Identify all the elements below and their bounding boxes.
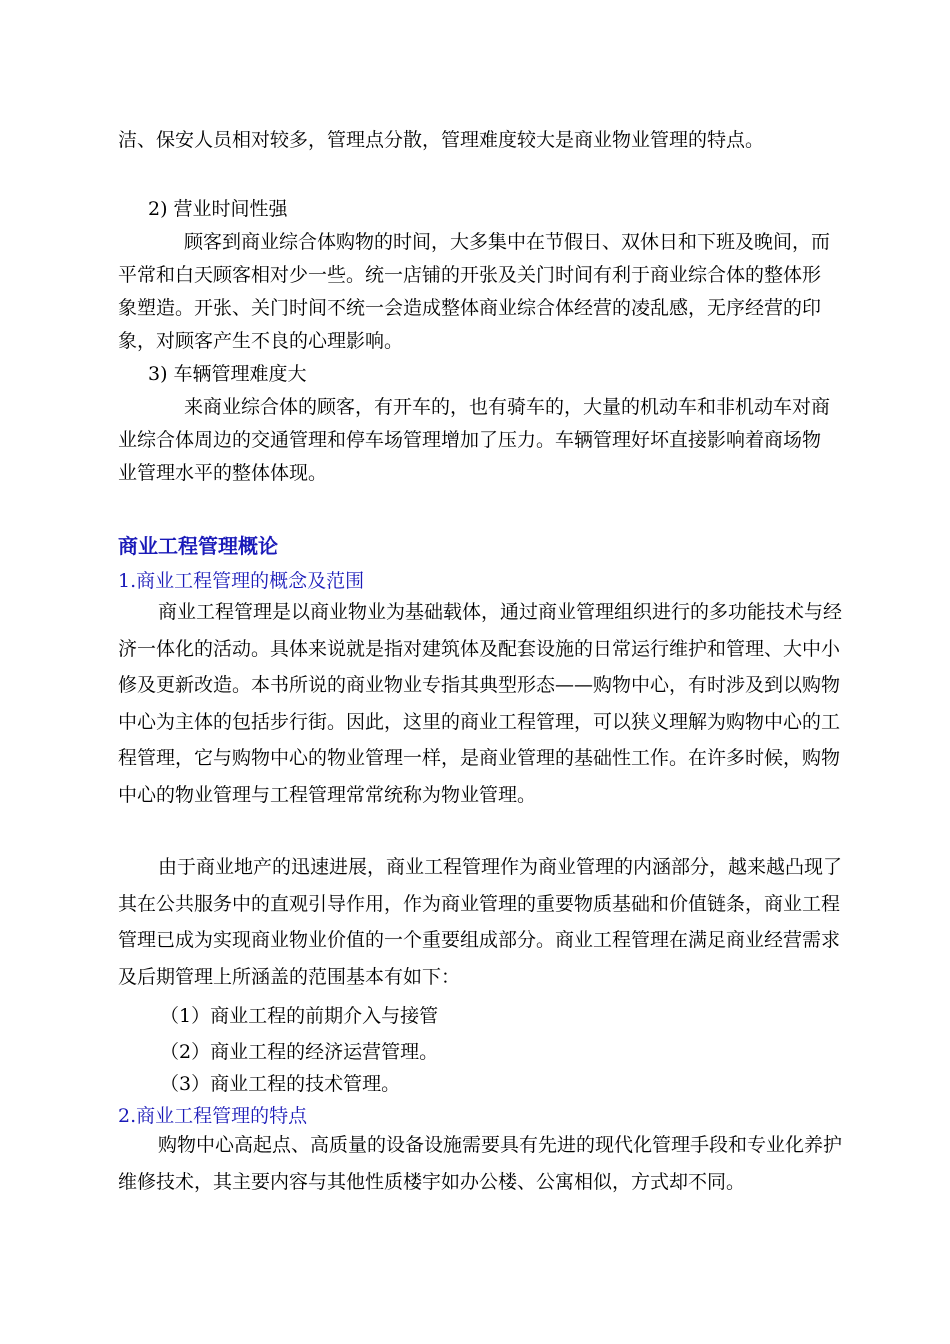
paragraph-continued: 洁、保安人员相对较多，管理点分散，管理难度较大是商业物业管理的特点。 xyxy=(118,129,765,151)
paragraph-1: 商业工程管理是以商业物业为基础载体，通过商业管理组织进行的多功能技术与经济一体化的活动。具体来说就是指对建筑体及配套设施的日常运行维护和管理、大中小修及更新改造。本书所说的商业物业专指其典型形态——购物中心，有时涉及到以购物中心为主体的包括步行街。因此，这里的商业工程管理，可以狭义理解为购物中心的工程管理，它与购物中心的物业管理一样，是商业管理的基础性工作。在许多时候，购物中心的物业管理与工程管理常常统称为物业管理。 xyxy=(118,601,843,806)
item-3-body: 来商业综合体的顾客，有开车的，也有骑车的，大量的机动车和非机动车对商业综合体周边的交通管理和停车场管理增加了压力。车辆管理好坏直接影响着商场物业管理水平的整体体现。 xyxy=(118,396,831,484)
subheading-2: 2.商业工程管理的特点 xyxy=(118,1105,308,1127)
item-3-title: 3) 车辆管理难度大 xyxy=(148,363,307,385)
paragraph-2: 由于商业地产的迅速进展，商业工程管理作为商业管理的内涵部分，越来越凸现了其在公共服务中的直观引导作用，作为商业管理的重要物质基础和价值链条，商业工程管理已成为实现商业物业价值的一个重要组成部分。商业工程管理在满足商业经营需求及后期管理上所涵盖的范围基本有如下： xyxy=(118,856,843,988)
section-heading: 商业工程管理概论 xyxy=(118,534,278,558)
item-2-body: 顾客到商业综合体购物的时间，大多集中在节假日、双休日和下班及晚间，而平常和白天顾客相对少一些。统一店铺的开张及关门时间有利于商业综合体的整体形象塑造。开张、关门时间不统一会造成整体商业综合体经营的凌乱感，无序经营的印象，对顾客产生不良的心理影响。 xyxy=(118,231,831,352)
item-2-title: 2) 营业时间性强 xyxy=(148,198,288,220)
list-item: （3）商业工程的技术管理。 xyxy=(160,1073,401,1095)
list-item: （2）商业工程的经济运营管理。 xyxy=(160,1041,439,1063)
list-item: （1）商业工程的前期介入与接管 xyxy=(160,1005,439,1027)
paragraph-3: 购物中心高起点、高质量的设备设施需要具有先进的现代化管理手段和专业化养护维修技术，其主要内容与其他性质楼宇如办公楼、公寓相似，方式却不同。 xyxy=(118,1134,843,1193)
subheading-1: 1.商业工程管理的概念及范围 xyxy=(118,570,365,592)
